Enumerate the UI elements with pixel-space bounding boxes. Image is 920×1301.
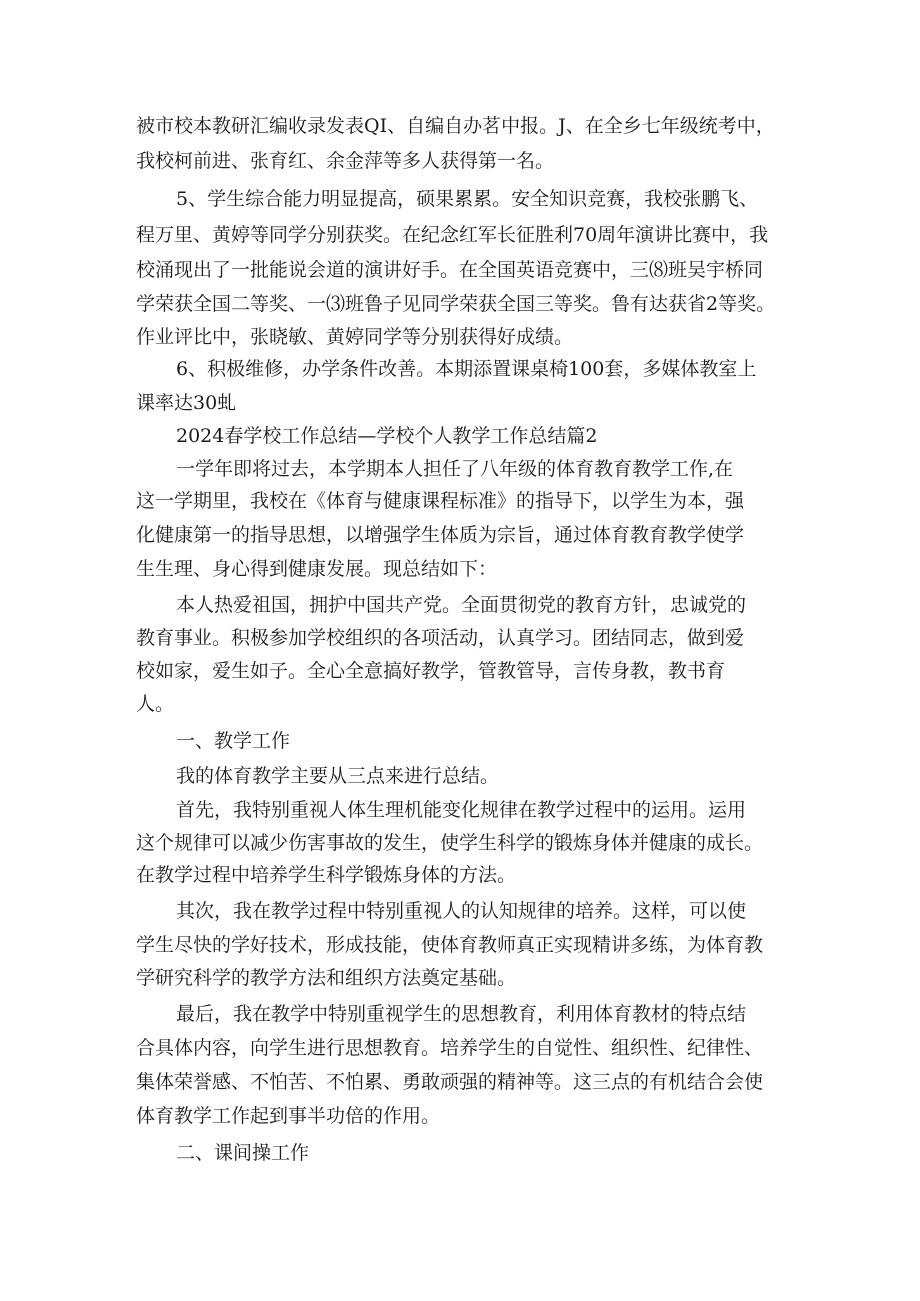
text-line: 校如家，爱生如子。全心全意搞好教学，管教管导，言传身教，教书育 [136, 660, 726, 682]
text-line: 6、积极维修，办学条件改善。本期添置课桌椅100套，多媒体教室上 [176, 358, 757, 380]
text-line: 校涌现出了一批能说会道的演讲好手。在全国英语竞赛中，三⑻班吴宇桥同 [136, 259, 764, 281]
text-line: 学研究科学的教学方法和组织方法奠定基础。 [136, 967, 517, 989]
text-line: 生生理、身心得到健康发展。现总结如下： [136, 558, 498, 580]
text-line: 被市校本教研汇编收录发表QI、自编自办茗中报。J、在全乡七年级统考中， [136, 115, 775, 137]
text-line: 这一学期里，我校在《体育与健康课程标准》的指导下，以学生为本，强 [136, 490, 745, 512]
text-line: 这个规律可以减少伤害事故的发生，使学生科学的锻炼身体并健康的成长。 [136, 832, 764, 854]
text-line: 程万里、黄婷等同学分别获奖。在纪念红军长征胜利70周年演讲比赛中，我 [136, 224, 769, 246]
text-line: 5、学生综合能力明显提高，硕果累累。安全知识竞赛，我校张鹏飞、 [176, 188, 759, 210]
text-line: 人。 [136, 693, 175, 715]
text-line: 一学年即将过去，本学期本人担任了八年级的体育教育教学工作,在 [176, 458, 734, 480]
text-line: 课率达30虬 [136, 392, 237, 414]
text-line: 其次，我在教学过程中特别重视人的认知规律的培养。这样，可以使 [176, 900, 747, 922]
text-line: 作业评比中，张晓敏、黄婷同学等分别获得好成绩。 [136, 326, 574, 348]
text-line: 学生尽快的学好技术，形成技能，使体育教师真正实现精讲多练，为体育教 [136, 934, 764, 956]
section-heading: 一、教学工作 [176, 730, 291, 752]
text-line: 集体荣誉感、不怕苦、不怕累、勇敢顽强的精神等。这三点的有机结合会使 [136, 1071, 764, 1093]
text-line: 最后，我在教学中特别重视学生的思想教育，利用体育教材的特点结 [176, 1003, 747, 1025]
text-line: 在教学过程中培养学生科学锻炼身体的方法。 [136, 864, 517, 886]
text-line: 合具体内容，向学生进行思想教育。培养学生的自觉性、组织性、纪律性、 [136, 1037, 764, 1059]
text-line: 首先，我特别重视人体生理机能变化规律在教学过程中的运用。运用 [176, 799, 747, 821]
section-heading: 二、课间操工作 [176, 1142, 310, 1164]
text-line: 本人热爱祖国，拥护中国共产党。全面贯彻党的教育方针，忠诚党的 [176, 594, 747, 616]
text-line: 体育教学工作起到事半功倍的作用。 [136, 1105, 441, 1127]
text-line: 学荣获全国二等奖、一⑶班鲁子见同学荣获全国三等奖。鲁有达获省2等奖。 [136, 293, 776, 315]
text-line: 教育事业。积极参加学校组织的各项活动，认真学习。团结同志，做到爱 [136, 627, 745, 649]
text-line: 化健康第一的指导思想，以增强学生体质为宗旨，通过体育教育教学使学 [136, 524, 745, 546]
text-line: 我校柯前进、张育红、余金萍等多人获得第一名。 [136, 150, 555, 172]
text-line: 我的体育教学主要从三点来进行总结。 [176, 765, 500, 787]
section-heading: 2024春学校工作总结—学校个人教学工作总结篇2 [176, 425, 598, 447]
